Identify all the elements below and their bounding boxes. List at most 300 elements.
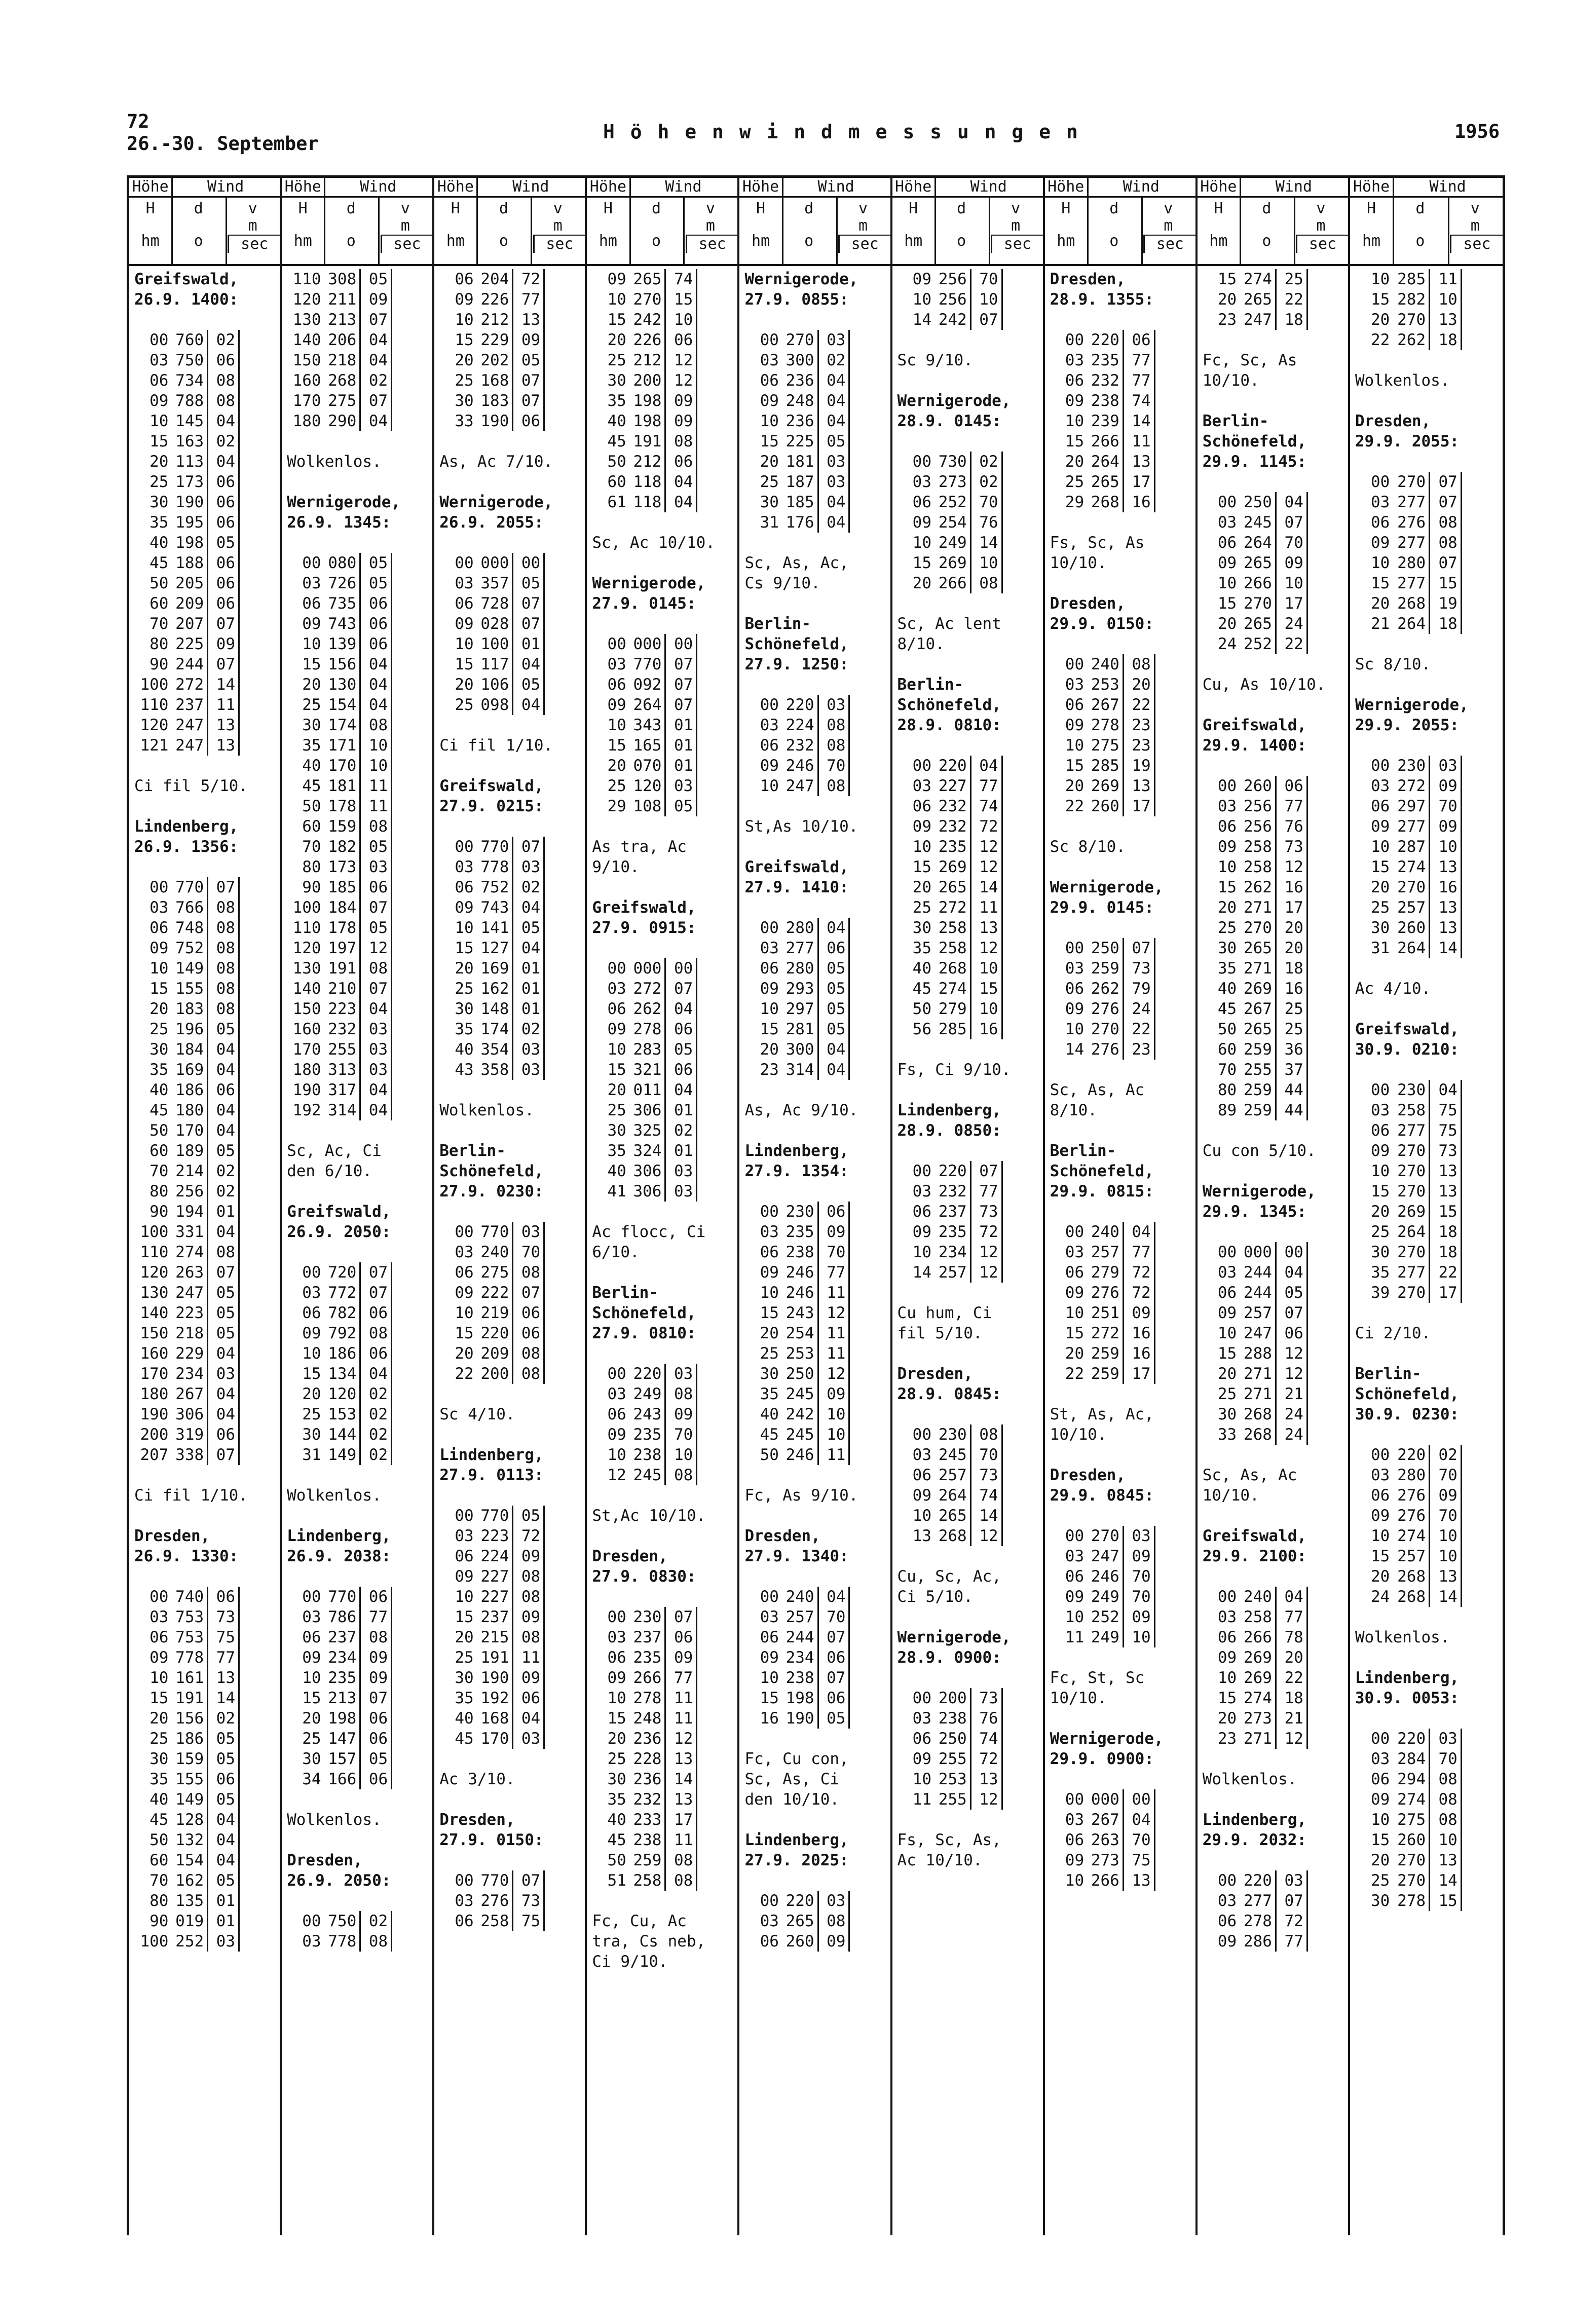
speed-cell: 03: [819, 330, 850, 350]
direction-cell: 202: [474, 350, 514, 370]
speed-cell: 13: [1430, 310, 1462, 330]
height-cell: 03: [1370, 493, 1390, 511]
cloud-observation: [1355, 370, 1500, 391]
table-row: [898, 533, 1040, 553]
direction-cell: 183: [168, 999, 208, 1019]
table-row: [1203, 593, 1345, 614]
table-row: [1203, 634, 1345, 654]
speed-cell: 04: [819, 391, 850, 411]
direction-cell: 321: [626, 1060, 666, 1080]
table-row: [1203, 1039, 1345, 1060]
speed-cell: 02: [361, 1445, 392, 1465]
spacer: [587, 1202, 737, 1222]
table-row: [1203, 1303, 1345, 1323]
table-row: [287, 1303, 429, 1323]
table-row: [134, 1202, 277, 1222]
speed-cell: 01: [208, 1891, 240, 1911]
station-label: [1203, 715, 1345, 756]
height-cell: 20: [149, 1709, 169, 1728]
table-column: [282, 178, 434, 2235]
table-row: [592, 1769, 734, 1789]
station-name-time: Greifswald, 26.9. 2050:: [287, 1203, 391, 1241]
table-row: [1050, 776, 1192, 796]
height-cell: 30: [607, 1121, 626, 1140]
table-row: [287, 1688, 429, 1708]
speed-cell: 12: [971, 1262, 1003, 1283]
direction-cell: 264: [1084, 452, 1124, 472]
spacer: [739, 1566, 890, 1587]
spacer: [1198, 391, 1348, 411]
direction-cell: 108: [626, 796, 666, 816]
station-name-time: Wernigerode, 27.9. 0855:: [744, 270, 858, 309]
cloud-observation: [1355, 654, 1500, 674]
height-cell: 25: [912, 898, 931, 917]
cloud-observation: [1050, 837, 1192, 857]
table-row: [439, 1688, 582, 1708]
direction-cell: 220: [931, 756, 971, 776]
spacer: [434, 816, 585, 837]
direction-cell: 258: [1237, 837, 1277, 857]
height-cell: 20: [455, 959, 474, 978]
height-cell: 14: [912, 311, 931, 329]
speed-cell: 15: [1430, 573, 1462, 593]
height-cell: 120: [140, 716, 169, 734]
height-cell: 15: [1370, 290, 1390, 309]
header-hohe: Höhe: [587, 178, 630, 198]
height-cell: 15: [149, 1689, 169, 1707]
speed-cell: 74: [1124, 391, 1155, 411]
table-column: [587, 178, 739, 2235]
height-cell: 10: [1217, 1324, 1237, 1342]
speed-cell: 01: [666, 715, 697, 735]
speed-cell: 77: [513, 289, 545, 310]
direction-cell: 242: [626, 310, 666, 330]
height-cell: 23: [1217, 311, 1237, 329]
header-hohe: Höhe: [1045, 178, 1089, 198]
table-row: [898, 1262, 1040, 1283]
cloud-observation: [287, 1810, 429, 1830]
table-row: [592, 1810, 734, 1830]
height-cell: 20: [1217, 615, 1237, 633]
cloud-observation: [1355, 979, 1500, 999]
table-row: [134, 1303, 277, 1323]
speed-cell: 70: [819, 1607, 850, 1627]
direction-cell: 153: [321, 1404, 361, 1425]
table-row: [592, 472, 734, 492]
spacer: [282, 1181, 432, 1202]
spacer: [434, 756, 585, 776]
direction-cell: 247: [1237, 310, 1277, 330]
height-cell: 03: [1217, 797, 1237, 815]
table-row: [287, 857, 429, 877]
table-row: [287, 1607, 429, 1627]
direction-cell: 268: [931, 958, 971, 979]
direction-cell: 264: [1390, 938, 1430, 958]
table-row: [592, 411, 734, 431]
speed-cell: 18: [1430, 614, 1462, 634]
speed-cell: 10: [819, 1425, 850, 1445]
column-body: [739, 269, 890, 2235]
speed-cell: 21: [1277, 1384, 1308, 1404]
height-cell: 30: [302, 1750, 321, 1768]
direction-cell: 204: [474, 269, 514, 289]
direction-cell: 210: [321, 979, 361, 999]
table-row: [592, 1647, 734, 1668]
station-label: [592, 1546, 734, 1587]
station-name-time: Dresden, 29.9. 0845:: [1050, 1466, 1154, 1505]
direction-cell: 144: [321, 1425, 361, 1445]
direction-cell: 194: [168, 1202, 208, 1222]
speed-cell: 02: [819, 350, 850, 370]
spacer: [1350, 1303, 1503, 1323]
height-cell: 10: [607, 1689, 626, 1707]
table-row: [1050, 1526, 1192, 1546]
direction-cell: 257: [1390, 897, 1430, 918]
direction-cell: 170: [321, 756, 361, 776]
height-cell: 09: [607, 696, 626, 714]
height-cell: 10: [1065, 1608, 1085, 1626]
direction-cell: 277: [1237, 1891, 1277, 1911]
height-cell: 10: [760, 412, 779, 430]
table-row: [744, 1364, 887, 1384]
table-row: [744, 1343, 887, 1364]
height-cell: 15: [760, 1304, 779, 1322]
speed-cell: 06: [208, 573, 240, 593]
speed-cell: 04: [819, 512, 850, 533]
table-row: [1355, 289, 1500, 310]
height-cell: 10: [912, 1507, 931, 1525]
direction-cell: 262: [626, 999, 666, 1019]
header-h: H hm: [904, 200, 923, 250]
speed-cell: 06: [361, 1708, 392, 1729]
speed-cell: 70: [819, 1242, 850, 1262]
height-cell: 15: [760, 432, 779, 451]
height-cell: 25: [1370, 1223, 1390, 1241]
direction-cell: 270: [1390, 1242, 1430, 1262]
height-cell: 15: [1217, 270, 1237, 288]
speed-cell: 09: [513, 1668, 545, 1688]
direction-cell: 171: [321, 735, 361, 756]
table-row: [134, 512, 277, 533]
table-row: [134, 1161, 277, 1181]
speed-cell: 06: [208, 1587, 240, 1607]
direction-cell: 269: [1237, 979, 1277, 999]
table-row: [592, 1039, 734, 1060]
height-cell: 09: [1217, 554, 1237, 572]
speed-cell: 08: [1124, 654, 1155, 674]
station-name-time: Dresden, 29.9. 0150:: [1050, 594, 1154, 633]
spacer: [1350, 958, 1503, 979]
speed-cell: 06: [208, 1080, 240, 1100]
table-row: [1050, 391, 1192, 411]
spacer: [1045, 1445, 1195, 1465]
height-cell: 00: [455, 1871, 474, 1890]
table-row: [287, 674, 429, 695]
height-cell: 00: [607, 635, 626, 653]
direction-cell: 268: [931, 1526, 971, 1546]
speed-cell: 07: [1277, 1303, 1308, 1323]
speed-cell: 07: [361, 310, 392, 330]
height-cell: 20: [1065, 777, 1085, 795]
direction-cell: 234: [931, 1242, 971, 1262]
direction-cell: 272: [168, 674, 208, 695]
table-row: [134, 573, 277, 593]
direction-cell: 235: [931, 837, 971, 857]
speed-cell: 07: [1277, 1891, 1308, 1911]
height-cell: 50: [760, 1446, 779, 1464]
cloud-observation-text: Fs, Ci 9/10.: [897, 1061, 1011, 1079]
direction-cell: 257: [779, 1607, 819, 1627]
height-cell: 06: [1217, 817, 1237, 836]
direction-cell: 238: [779, 1668, 819, 1688]
direction-cell: 268: [1237, 1404, 1277, 1425]
spacer: [1198, 654, 1348, 674]
direction-cell: 212: [626, 350, 666, 370]
height-cell: 15: [455, 1608, 474, 1626]
station-label: [1050, 593, 1192, 634]
table-row: [1050, 979, 1192, 999]
height-cell: 25: [302, 1730, 321, 1748]
station-label: [1355, 1668, 1500, 1708]
height-cell: 40: [455, 1709, 474, 1728]
speed-cell: 04: [971, 756, 1003, 776]
speed-cell: 74: [971, 796, 1003, 816]
height-cell: 70: [149, 1162, 169, 1180]
height-cell: 33: [1217, 1426, 1237, 1444]
speed-cell: 12: [971, 938, 1003, 958]
table-row: [898, 1445, 1040, 1465]
height-cell: 180: [140, 1385, 169, 1403]
direction-cell: 748: [168, 918, 208, 938]
header-h: H hm: [751, 200, 770, 250]
speed-cell: 04: [361, 1364, 392, 1384]
direction-cell: 743: [474, 897, 514, 918]
table-row: [1203, 492, 1345, 512]
spacer: [1045, 310, 1195, 330]
cloud-observation: [439, 1769, 582, 1789]
direction-cell: 267: [1084, 1810, 1124, 1830]
direction-cell: 190: [168, 492, 208, 512]
direction-cell: 314: [779, 1060, 819, 1080]
height-cell: 09: [1370, 1790, 1390, 1809]
spacer: [739, 796, 890, 816]
table-row: [1203, 553, 1345, 573]
speed-cell: 06: [666, 1019, 697, 1039]
table-row: [744, 1384, 887, 1404]
table-row: [1355, 796, 1500, 816]
table-row: [1203, 918, 1345, 938]
table-row: [1203, 1627, 1345, 1647]
station-name-time: Wernigerode, 28.9. 0900:: [897, 1628, 1011, 1667]
table-row: [744, 1060, 887, 1080]
table-row: [439, 654, 582, 674]
speed-cell: 02: [208, 431, 240, 452]
height-cell: 06: [760, 959, 779, 978]
table-row: [287, 593, 429, 614]
height-cell: 03: [1065, 1243, 1085, 1261]
table-row: [744, 1303, 887, 1323]
height-cell: 140: [140, 1304, 169, 1322]
speed-cell: 14: [1430, 1587, 1462, 1607]
table-row: [1050, 756, 1192, 776]
table-row: [287, 1627, 429, 1647]
speed-cell: 06: [513, 1303, 545, 1323]
spacer: [129, 756, 280, 776]
direction-cell: 267: [1084, 695, 1124, 715]
table-row: [134, 1688, 277, 1708]
measurement-rows: [439, 553, 582, 715]
direction-cell: 278: [626, 1019, 666, 1039]
station-name-time: Wernigerode, 29.9. 2055:: [1355, 696, 1469, 734]
speed-cell: 01: [666, 756, 697, 776]
speed-cell: 18: [1277, 1688, 1308, 1708]
cloud-observation-text: Fc, As 9/10.: [744, 1486, 858, 1505]
speed-cell: 04: [208, 1100, 240, 1120]
table-row: [898, 918, 1040, 938]
table-row: [134, 1668, 277, 1688]
speed-cell: 09: [666, 1404, 697, 1425]
speed-cell: 24: [1277, 1404, 1308, 1425]
height-cell: 90: [302, 878, 321, 896]
speed-cell: 04: [1124, 1810, 1155, 1830]
spacer: [739, 1952, 890, 1972]
header-wind: Wind: [1393, 178, 1503, 198]
table-row: [439, 1708, 582, 1729]
speed-cell: 11: [208, 695, 240, 715]
direction-cell: 159: [168, 1749, 208, 1769]
spacer: [1350, 1343, 1503, 1364]
direction-cell: 149: [321, 1445, 361, 1465]
cloud-observation: [592, 1911, 734, 1972]
table-row: [898, 897, 1040, 918]
height-cell: 50: [149, 574, 169, 592]
station-name-time: Berlin- Schönefeld, 29.9. 1145:: [1202, 412, 1307, 471]
direction-cell: 205: [168, 573, 208, 593]
direction-cell: 277: [1390, 1262, 1430, 1283]
speed-cell: 02: [666, 1120, 697, 1141]
height-cell: 50: [302, 797, 321, 815]
speed-cell: 04: [361, 674, 392, 695]
cloud-observation: [439, 452, 582, 472]
table-row: [287, 1647, 429, 1668]
direction-cell: 161: [168, 1668, 208, 1688]
table-row: [898, 1465, 1040, 1485]
speed-cell: 70: [1124, 1566, 1155, 1587]
height-cell: 09: [149, 939, 169, 957]
table-row: [287, 391, 429, 411]
cloud-observation-text: Wolkenlos.: [1202, 1770, 1297, 1788]
speed-cell: 10: [1430, 1830, 1462, 1850]
direction-cell: 268: [321, 370, 361, 391]
table-row: [439, 289, 582, 310]
table-row: [1355, 1202, 1500, 1222]
table-row: [592, 1161, 734, 1181]
direction-cell: 772: [321, 1283, 361, 1303]
speed-cell: 03: [666, 776, 697, 796]
height-cell: 140: [292, 980, 321, 998]
header-d: d o: [194, 200, 203, 250]
table-row: [1050, 938, 1192, 958]
speed-cell: 00: [666, 634, 697, 654]
speed-cell: 06: [208, 350, 240, 370]
table-row: [1050, 1039, 1192, 1060]
table-row: [1050, 1830, 1192, 1850]
speed-cell: 08: [208, 391, 240, 411]
table-row: [898, 452, 1040, 472]
direction-cell: 191: [474, 1647, 514, 1668]
cloud-observation: [1050, 533, 1192, 573]
speed-cell: 04: [513, 897, 545, 918]
spacer: [129, 310, 280, 330]
spacer: [1350, 1911, 1503, 1931]
direction-cell: 200: [626, 370, 666, 391]
direction-cell: 280: [779, 918, 819, 938]
speed-cell: 72: [1124, 1283, 1155, 1303]
table-row: [1050, 1364, 1192, 1384]
table-row: [898, 857, 1040, 877]
height-cell: 10: [302, 635, 321, 653]
height-cell: 03: [760, 716, 779, 734]
direction-cell: 229: [474, 330, 514, 350]
table-row: [1050, 695, 1192, 715]
speed-cell: 10: [1277, 573, 1308, 593]
height-cell: 09: [1370, 1142, 1390, 1160]
table-row: [1203, 1100, 1345, 1120]
table-row: [439, 330, 582, 350]
table-row: [592, 1708, 734, 1729]
direction-cell: 118: [626, 472, 666, 492]
speed-cell: 04: [666, 1080, 697, 1100]
speed-cell: 05: [208, 1141, 240, 1161]
direction-cell: 257: [931, 1465, 971, 1485]
table-row: [898, 269, 1040, 289]
speed-cell: 07: [819, 1627, 850, 1647]
table-row: [134, 1323, 277, 1343]
height-cell: 15: [607, 311, 626, 329]
spacer: [587, 1343, 737, 1364]
height-cell: 15: [302, 1689, 321, 1707]
height-cell: 03: [1065, 676, 1085, 694]
speed-cell: 05: [513, 918, 545, 938]
height-cell: 06: [912, 1730, 931, 1748]
direction-cell: 255: [1237, 1060, 1277, 1080]
speed-cell: 17: [1124, 472, 1155, 492]
station-name-time: Wernigerode, 28.9. 0145:: [897, 392, 1011, 430]
table-row: [134, 999, 277, 1019]
speed-cell: 05: [208, 533, 240, 553]
height-cell: 30: [760, 493, 779, 511]
direction-cell: 265: [626, 269, 666, 289]
spacer: [1045, 1060, 1195, 1080]
table-row: [1355, 573, 1500, 593]
direction-cell: 275: [1390, 1810, 1430, 1830]
height-cell: 15: [1370, 1547, 1390, 1565]
header-d: d o: [804, 200, 814, 250]
station-name-time: Dresden, 29.9. 2055:: [1355, 412, 1460, 451]
table-row: [1355, 1283, 1500, 1303]
cloud-observation: [1050, 1668, 1192, 1708]
cloud-observation-text: St,Ac 10/10.: [592, 1507, 706, 1525]
direction-cell: 234: [779, 1647, 819, 1668]
direction-cell: 283: [626, 1039, 666, 1060]
spacer: [739, 1465, 890, 1485]
table-row: [287, 1425, 429, 1445]
height-cell: 10: [1370, 554, 1390, 572]
table-row: [592, 1830, 734, 1850]
height-cell: 33: [455, 412, 474, 430]
measurement-rows: [439, 1870, 582, 1931]
height-cell: 25: [455, 980, 474, 998]
